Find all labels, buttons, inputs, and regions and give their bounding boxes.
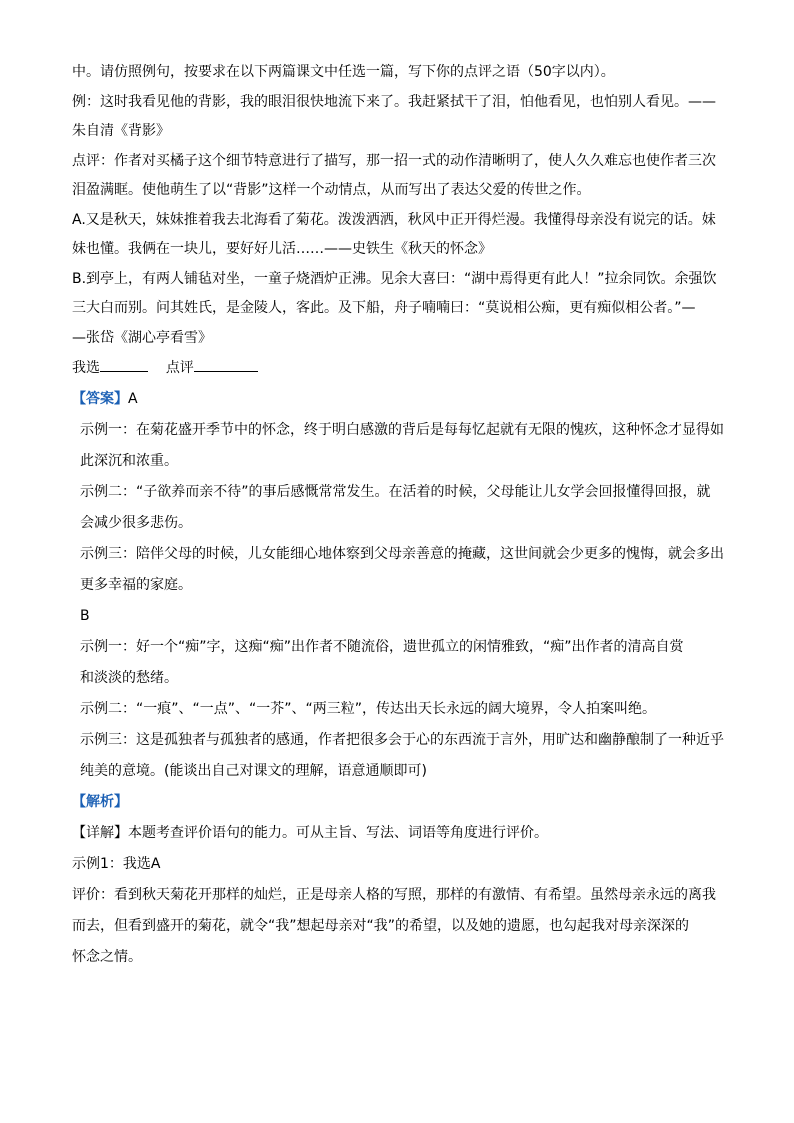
b-example-line: 纯美的意境。(能谈出自己对课文的理解，语意通顺即可) xyxy=(80,762,427,779)
detail-line xyxy=(72,823,724,854)
b-example-line: 示例三：这是孤独者与孤独者的感通，作者把很多会于心的东西流于言外，用旷达和幽静酿制了一种近乎 xyxy=(80,731,724,748)
option-b-line: B.到亭上，有两人铺毡对坐，一童子烧酒炉正沸。见余大喜曰：“湖中焉得更有此人！”拉余同饮。余强饮 xyxy=(72,270,717,287)
example1-title: 示例1：我选A xyxy=(72,855,161,872)
option-b-line: 三大白而别。问其姓氏，是金陵人，客此。及下船，舟子喃喃曰：“莫说相公痴，更有痴似相公者。”— xyxy=(72,300,696,316)
question-intro: 中。请仿照例句，按要求在以下两篇课文中任选一篇，写下你的点评之语（50字以内）。 xyxy=(72,64,615,80)
example1-line: 评价：看到秋天菊花开那样的灿烂，正是母亲人格的写照，那样的有激情、有希望。虽然母亲永远的离我 xyxy=(72,886,716,903)
answer-value-b: B xyxy=(80,607,90,624)
b-example-line: 和淡淡的愁绪。 xyxy=(80,669,178,686)
b-example-line: 示例二：“一痕”、“一点”、“一芥”、“两三粒”，传达出天长永远的阔大境界，令人拍案叫绝。 xyxy=(80,700,657,717)
a-example-line: 示例二：“子欲养而亲不待”的事后感慨常常发生。在活着的时候，父母能让儿女学会回报懂得回报，就 xyxy=(80,483,711,500)
select-blank xyxy=(100,357,148,372)
analysis-section xyxy=(72,792,724,978)
answer-value-a: A xyxy=(128,390,138,407)
comment-line: 点评：作者对买橘子这个细节特意进行了描写，那一招一式的动作清晰明了，使人久久难忘也使作者三次 xyxy=(72,152,716,169)
analysis-heading xyxy=(72,792,724,823)
select-label: 我选 xyxy=(72,360,100,376)
detail-label: 【详解】 xyxy=(72,824,128,841)
answer-label: 【答案】 xyxy=(72,390,128,407)
a-example-line: 示例三：陪伴父母的时候，儿女能细心地体察到父母亲善意的掩藏，这世间就会少更多的愧悔，就会多出 xyxy=(80,545,724,562)
document-page xyxy=(72,62,724,978)
comment-line: 泪盈满眶。使他萌生了以“背影”这样一个动情点，从而写出了表达父爱的传世之作。 xyxy=(72,182,591,198)
a-example-line: 更多幸福的家庭。 xyxy=(80,576,192,593)
example1-line: 而去，但看到盛开的菊花，就令“我”想起母亲对“我”的希望，以及她的遗愿，也勾起我对母亲深深的 xyxy=(72,917,690,934)
answer-heading xyxy=(72,389,724,420)
a-example-line: 此深沉和浓重。 xyxy=(80,452,178,469)
option-b-line: —张岱《湖心亭看雪》 xyxy=(72,329,212,346)
answer-section xyxy=(72,389,724,792)
a-example-line: 会减少很多悲伤。 xyxy=(80,514,192,531)
example-line: 朱自清《背影》 xyxy=(72,123,170,139)
detail-text: 本题考查评价语句的能力。可从主旨、写法、词语等角度进行评价。 xyxy=(128,824,548,841)
a-example-line: 示例一：在菊花盛开季节中的怀念，终于明白感激的背后是每每忆起就有无限的愧疚，这种怀念才显得如 xyxy=(80,421,724,438)
option-a-line: 妹也懂。我俩在一块儿，要好好儿活……——史铁生《秋天的怀念》 xyxy=(72,241,492,257)
analysis-label: 【解析】 xyxy=(72,793,128,810)
question-section xyxy=(72,62,724,387)
answer-blanks-line xyxy=(72,357,724,387)
option-a-line: A.又是秋天，妹妹推着我去北海看了菊花。泼泼洒洒，秋风中正开得烂漫。我懂得母亲没有说完的话。妹 xyxy=(72,211,716,228)
comment-blank xyxy=(194,357,258,372)
example-line: 例：这时我看见他的背影，我的眼泪很快地流下来了。我赶紧拭干了泪，怕他看见，也怕别人看见。—— xyxy=(72,93,716,110)
b-example-line: 示例一：好一个“痴”字，这痴“痴”出作者不随流俗，遗世孤立的闲情雅致，“痴”出作者的清高自赏 xyxy=(80,638,684,655)
comment-label: 点评 xyxy=(165,360,194,376)
example1-line: 怀念之情。 xyxy=(72,948,142,965)
